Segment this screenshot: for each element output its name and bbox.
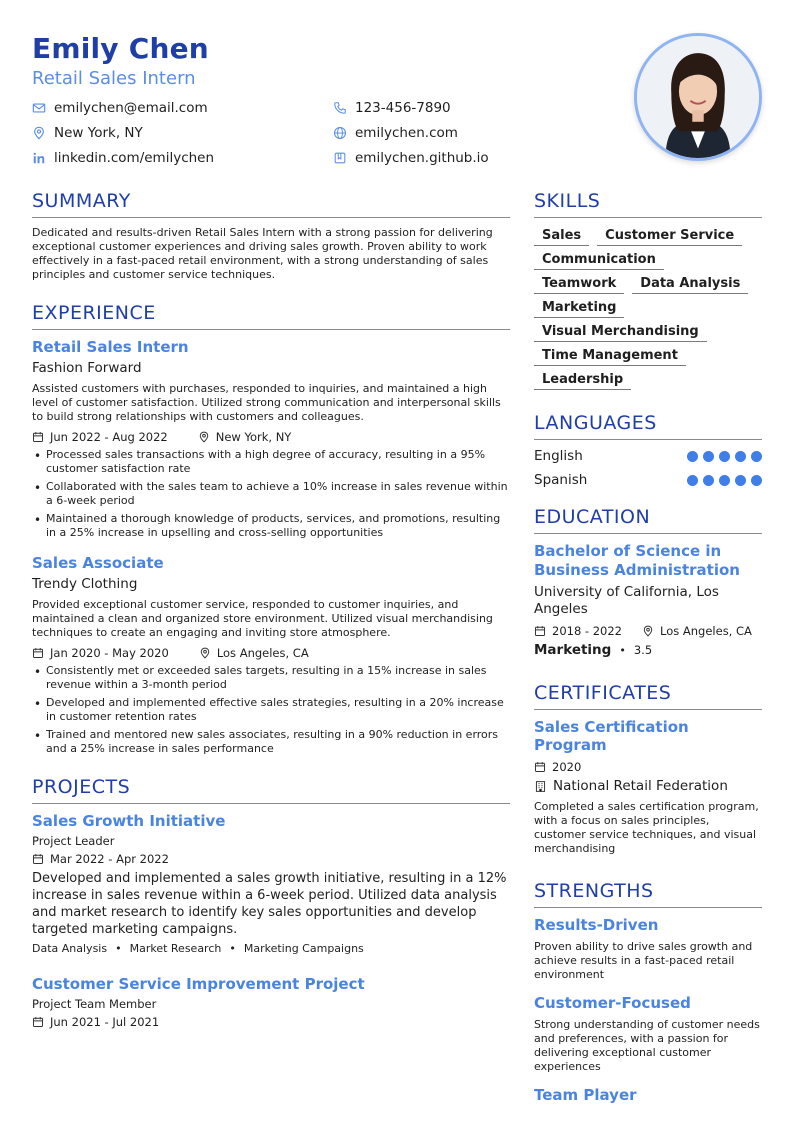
left-column — [32, 190, 510, 1043]
education-school: University of California, Los Angeles — [534, 584, 719, 617]
location-icon — [642, 625, 654, 637]
contact-phone[interactable] — [333, 100, 451, 116]
level-dot — [719, 475, 730, 486]
job-entry — [32, 554, 510, 756]
location-text: New York, NY — [54, 125, 143, 141]
phone-text: 123-456-7890 — [355, 100, 451, 116]
education-dates: 2018 - 2022 — [552, 624, 622, 638]
project-role: Project Leader — [32, 834, 115, 848]
certificate-year: 2020 — [552, 760, 582, 774]
project-tags: Data Analysis • Market Research • Marketing Campaigns — [32, 942, 364, 955]
level-dot — [687, 451, 698, 462]
language-level — [682, 475, 762, 486]
level-dot — [687, 475, 698, 486]
education-major: Marketing — [534, 642, 612, 658]
project-tag: Data Analysis — [32, 942, 108, 955]
skills-heading: SKILLS — [534, 190, 762, 218]
certificate-issuer — [534, 778, 762, 794]
list-item: • Developed and implemented effective sales strategies, resulting in a 20% increase in customer retention rates — [32, 696, 510, 724]
job-description: Assisted customers with purchases, responded to inquiries, and maintained a high level of customer satisfaction. Utilized strong communication and interpersonal skills to build strong relationships with customers and colleagues. — [32, 382, 501, 423]
job-meta — [32, 430, 510, 444]
strength-title: Results-Driven — [534, 916, 659, 934]
language-level — [682, 451, 762, 462]
skills-list — [534, 226, 762, 394]
location-icon — [198, 431, 210, 443]
contact-website[interactable] — [333, 125, 458, 141]
mail-icon — [32, 101, 46, 115]
education-meta — [534, 624, 762, 638]
location-icon — [199, 647, 211, 659]
skill-tag: Leadership — [534, 370, 631, 390]
certificate-description: Completed a sales certification program, with a focus on sales principles, customer service techniques, and visual merchandising — [534, 800, 759, 855]
level-dot — [751, 475, 762, 486]
skill-tag: Teamwork — [534, 274, 624, 294]
job-meta — [32, 646, 510, 660]
strengths-section — [534, 880, 762, 1104]
certificate-name: Sales Certification Program — [534, 718, 689, 754]
education-gpa: Marketing • 3.5 — [534, 642, 653, 658]
language-name: English — [534, 448, 583, 464]
level-dot — [751, 451, 762, 462]
contact-email[interactable] — [32, 100, 208, 116]
candidate-role: Retail Sales Intern — [32, 68, 196, 89]
contact-location — [32, 125, 143, 141]
list-item: • Processed sales transactions with a high degree of accuracy, resulting in a 95% customer satisfaction rate — [32, 448, 510, 476]
linkedin-text: linkedin.com/emilychen — [54, 150, 215, 166]
calendar-icon — [32, 853, 44, 865]
level-dot — [703, 475, 714, 486]
avatar-photo — [637, 36, 759, 158]
calendar-icon — [534, 761, 546, 773]
level-dot — [719, 451, 730, 462]
language-name: Spanish — [534, 472, 588, 488]
linkedin-icon — [32, 151, 46, 165]
languages-heading: LANGUAGES — [534, 412, 762, 440]
list-item: • Maintained a thorough knowledge of products, services, and promotions, resulting in a 25% increase in upselling and cross-selling opportunities — [32, 512, 510, 540]
job-title: Sales Associate — [32, 554, 164, 572]
list-item: • Consistently met or exceeded sales targets, resulting in a 15% increase in sales revenue within a 3-month period — [32, 664, 510, 692]
certificates-heading: CERTIFICATES — [534, 682, 762, 710]
project-tag: Market Research — [129, 942, 222, 955]
calendar-icon — [32, 647, 44, 659]
strength-title: Team Player — [534, 1086, 637, 1104]
globe-icon — [333, 126, 347, 140]
skill-tag: Time Management — [534, 346, 686, 366]
project-entry — [32, 975, 510, 1029]
phone-icon — [333, 101, 347, 115]
level-dot — [703, 451, 714, 462]
link-icon — [333, 151, 347, 165]
skill-tag: Marketing — [534, 298, 624, 318]
level-dot — [735, 475, 746, 486]
calendar-icon — [534, 625, 546, 637]
project-role: Project Team Member — [32, 997, 157, 1011]
building-icon — [534, 780, 547, 793]
right-column — [534, 190, 762, 1118]
project-title: Sales Growth Initiative — [32, 812, 226, 830]
job-dates: Jan 2020 - May 2020 — [50, 646, 169, 660]
contact-github[interactable] — [333, 150, 489, 166]
project-description: Developed and implemented a sales growth initiative, resulting in a 12% increase in sales revenue within a 6-week period. Utilized data analysis and market research to identify key sales opportunities and develop targeted marketing campaigns. — [32, 871, 507, 937]
projects-section — [32, 776, 510, 1029]
skill-tag: Data Analysis — [632, 274, 748, 294]
education-degree: Bachelor of Science in Business Administration — [534, 542, 740, 579]
languages-section — [534, 412, 762, 488]
issuer-name: National Retail Federation — [553, 778, 728, 794]
project-meta — [32, 1015, 510, 1029]
experience-section — [32, 302, 510, 756]
job-bullets — [32, 448, 510, 540]
list-item: • Trained and mentored new sales associates, resulting in a 90% reduction in errors and a 25% increase in sales performance — [32, 728, 510, 756]
language-row — [534, 448, 762, 464]
education-location: Los Angeles, CA — [660, 624, 752, 638]
project-meta — [32, 852, 510, 866]
projects-heading: PROJECTS — [32, 776, 510, 804]
strength-description: Proven ability to drive sales growth and achieve results in a fast-paced retail environment — [534, 940, 753, 981]
education-heading: EDUCATION — [534, 506, 762, 534]
location-icon — [32, 126, 46, 140]
job-entry — [32, 338, 510, 540]
summary-text: Dedicated and results-driven Retail Sales Intern with a strong passion for delivering exceptional customer experiences and driving sales growth. Proven ability to work effectively in a fast-paced retail environment, with a strong understanding of sales principles and customer service techniques. — [32, 226, 493, 281]
summary-heading: SUMMARY — [32, 190, 510, 218]
experience-heading: EXPERIENCE — [32, 302, 510, 330]
project-title: Customer Service Improvement Project — [32, 975, 365, 993]
strength-title: Customer-Focused — [534, 994, 691, 1012]
project-dates: Jun 2021 - Jul 2021 — [50, 1015, 160, 1029]
project-tag: Marketing Campaigns — [243, 942, 364, 955]
gpa-value: 3.5 — [633, 643, 653, 657]
level-dot — [735, 451, 746, 462]
avatar — [634, 33, 762, 161]
language-row — [534, 472, 762, 488]
website-text: emilychen.com — [355, 125, 458, 141]
certificate-meta — [534, 760, 762, 774]
certificates-section — [534, 682, 762, 856]
job-bullets — [32, 664, 510, 756]
candidate-name: Emily Chen — [32, 32, 209, 65]
job-title: Retail Sales Intern — [32, 338, 189, 356]
email-text: emilychen@email.com — [54, 100, 208, 116]
skill-tag: Communication — [534, 250, 664, 270]
github-text: emilychen.github.io — [355, 150, 489, 166]
project-dates: Mar 2022 - Apr 2022 — [50, 852, 169, 866]
job-location: New York, NY — [215, 430, 292, 444]
summary-section — [32, 190, 510, 282]
job-company: Fashion Forward — [32, 360, 142, 376]
skills-section — [534, 190, 762, 394]
skill-tag: Customer Service — [597, 226, 742, 246]
job-description: Provided exceptional customer service, responded to customer inquiries, and maintained a clean and organized store environment. Utilized visual merchandising techniques to create an engaging and inviting store atmosphere. — [32, 598, 493, 639]
calendar-icon — [32, 1016, 44, 1028]
strength-description: Strong understanding of customer needs and preferences, with a passion for delivering exceptional customer experiences — [534, 1018, 760, 1073]
project-entry — [32, 812, 510, 955]
strengths-heading: STRENGTHS — [534, 880, 762, 908]
skill-tag: Visual Merchandising — [534, 322, 707, 342]
list-item: • Collaborated with the sales team to achieve a 10% increase in sales revenue within a 6-week period — [32, 480, 510, 508]
calendar-icon — [32, 431, 44, 443]
contact-linkedin[interactable] — [32, 150, 214, 166]
skill-tag: Sales — [534, 226, 589, 246]
job-company: Trendy Clothing — [32, 576, 138, 592]
job-dates: Jun 2022 - Aug 2022 — [50, 430, 168, 444]
job-location: Los Angeles, CA — [216, 646, 309, 660]
education-section — [534, 506, 762, 658]
